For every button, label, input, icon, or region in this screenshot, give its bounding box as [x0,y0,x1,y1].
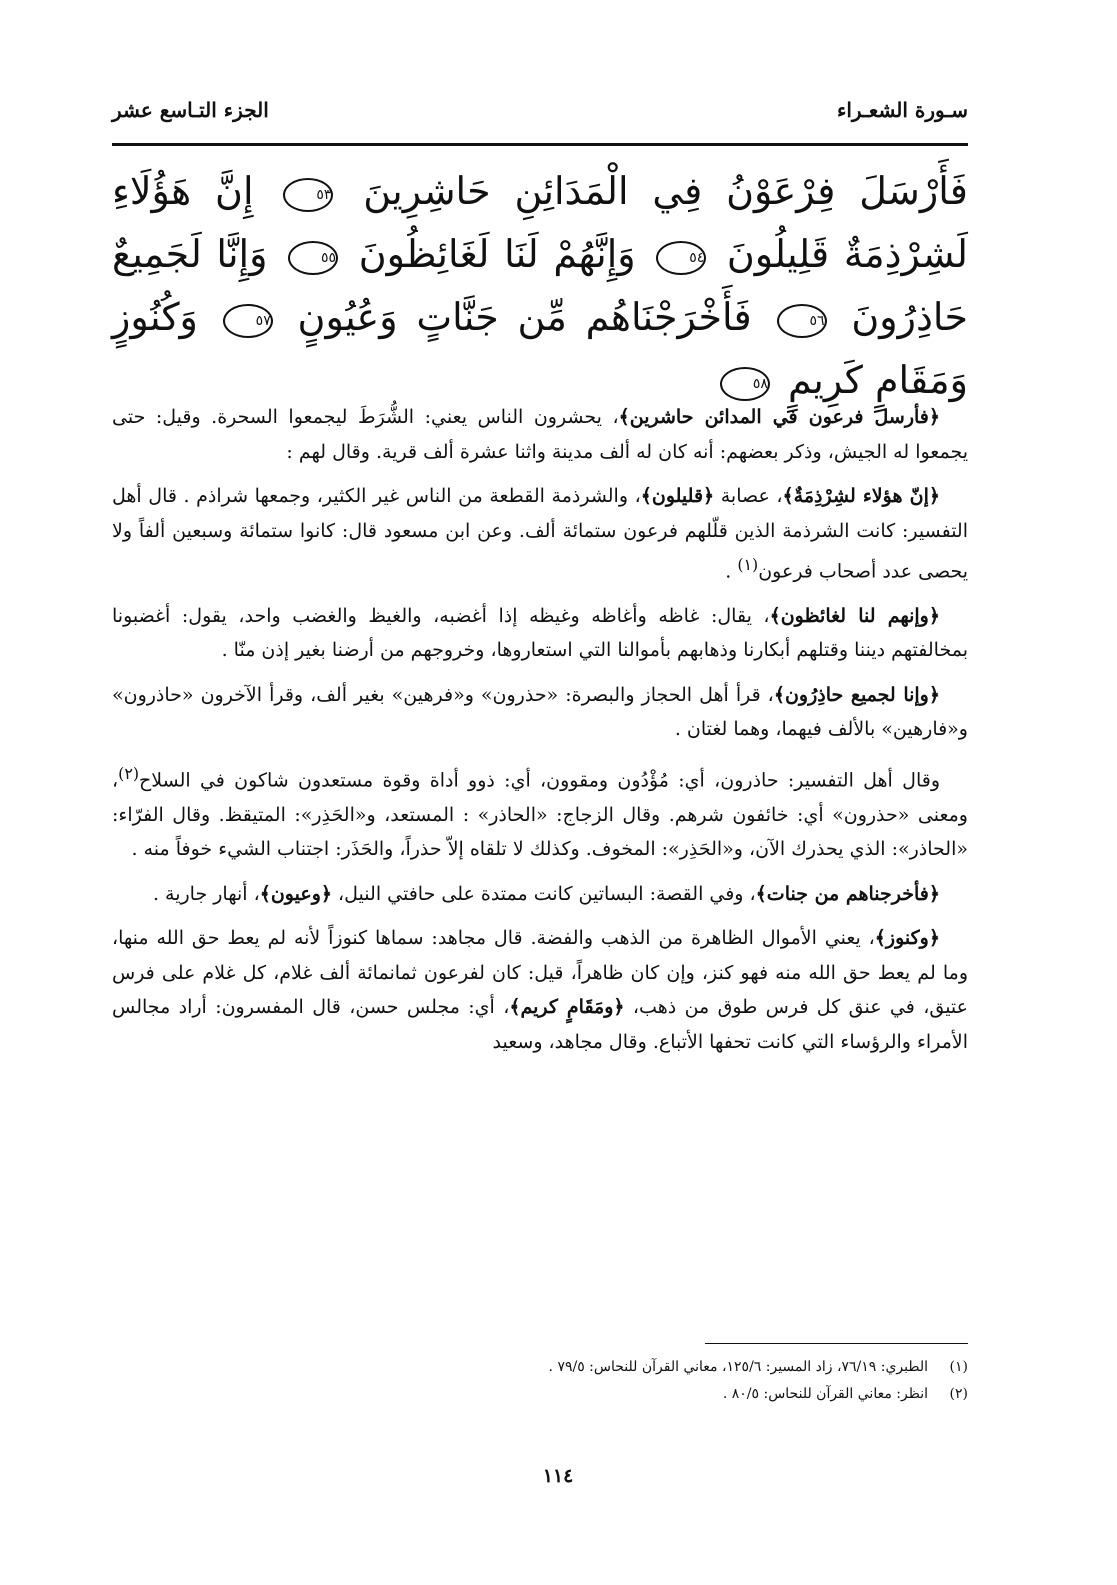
surah-title: سـورة الشعـراء [836,98,968,122]
paragraph-text: وقال أهل التفسير: حاذرون، أي: مُؤْدُون ومقوون، أي: ذوو أداة وقوة مستعدون شاكون في السلاح [139,769,940,792]
paragraph-text: ، يعني الأموال الظاهرة من الذهب والفضة. قال مجاهد: سماها كنوزاً لأنه لم يعط حق الله منها، وما لم يعط حق الله منه فهو كنز، وإن كان ظاهراً، قيل: كان لفرعون ثمانمائة ألف غلام، كل غلام على فرس عتيق، في عنق كل فرس طوق من ذهب، [112,927,968,1019]
quran-verses [112,160,968,412]
paragraph-text: ، والشرذمة القطعة من الناس غير الكثير، وجمعها شراذم . قال أهل التفسير: كانت الشرذمة الذين قلّلهم فرعون ستمائة ألف. وعن ابن مسعود قال: كانوا ستمائة وسبعين ألفاً ولا يحصى عدد أصحاب فرعون [112,485,968,583]
ayah-marker-icon: ٥٧ [223,304,273,338]
verse-text: فَأَرْسَلَ فِرْعَوْنُ فِي الْمَدَائِنِ حَاشِرِينَ [363,169,968,213]
verse-quote: ﴿وإنهم لنا لغائظون﴾ [769,604,940,627]
ayah-marker-icon: ٥٥ [288,241,338,275]
verse-quote: ﴿فأخرجناهم من جنات﴾ [755,882,940,905]
paragraph-text: ، عصابة [714,485,783,507]
commentary-body [112,400,968,1069]
footnote-text: انظر: معاني القرآن للنحاس: ٨٠/٥ . [722,1386,928,1402]
ayah-marker-icon: ٥٤ [656,241,706,275]
verse-quote: ﴿وعيون﴾ [259,882,332,905]
paragraph [112,678,968,747]
paragraph-text: ، يقال: غاظه وأغاظه وغيظه إذا أغضبه، والغيظ والغضب واحد، يقول: أغضبونا بمخالفتهم ديننا وقتلهم أبكارنا وذهابهم بأموالنا التي استعاروها، وخروجهم من أرضنا بغير إذن منّا . [112,604,968,662]
footnote-text: الطبري: ٧٦/١٩، زاد المسير: ١٢٥/٦، معاني القرآن للنحاس: ٧٩/٥ . [548,1359,928,1375]
verse-quote: ﴿وإنا لجميع حاذِرُون﴾ [773,683,940,706]
footnote-number: (٢) [949,1386,968,1402]
paragraph [112,479,968,589]
verse-text: وَإِنَّهُمْ لَنَا لَغَائِظُونَ [358,232,636,276]
verse-quote: ﴿ومَقَامٍ كريم﴾ [509,996,625,1019]
footnote-ref[interactable]: (٢) [118,763,140,783]
footnote-number: (١) [949,1359,968,1375]
footnote-rule [705,1343,968,1344]
paragraph-text: . [725,560,738,583]
paragraph [112,877,968,912]
verse-quote: ﴿وكنوز﴾ [874,927,940,950]
footnote-item [112,1381,968,1408]
paragraph [112,921,968,1059]
paragraph-text: ، قرأ أهل الحجاز والبصرة: «حذرون» و«فرهين» بغير ألف، وقرأ الآخرون «حاذرون» و«فارهين» بالألف فيهما، وهما لغتان . [112,683,968,741]
footnote-ref[interactable]: (١) [737,555,759,574]
ayah-marker-icon: ٥٦ [777,304,827,338]
paragraph [112,400,968,469]
paragraph-text: ، أي: مجلس حسن، قال المفسرون: أراد مجالس الأمراء والرؤساء التي كانت تحفها الأتباع. وقال مجاهد، وسعيد [112,996,968,1053]
header-rule [112,143,968,146]
footnotes [112,1354,968,1408]
paragraph-text: ، وفي القصة: البساتين كانت ممتدة على حافتي النيل، [332,882,756,905]
footnote-item [112,1354,968,1381]
juz-title: الجزء التـاسع عشر [112,98,269,122]
ayah-marker-icon: ٥٣ [283,178,333,212]
paragraph [112,599,968,668]
paragraph-text: ، أنهار جارية . [152,882,260,905]
paragraph-text: ، يحشرون الناس يعني: الشُّرَطَ ليجمعوا السحرة. وقيل: حتى يجمعوا له الجيش، وذكر بعضهم: أنه كان له ألف مدينة واثنا عشرة ألف قرية. وقال لهم : [112,406,968,463]
verse-quote: ﴿فأرسل فرعون في المدائن حاشرين﴾ [618,406,941,428]
verse-text: إِنَّ هَؤُلَاءِ لَشِرْذِمَةٌ قَلِيلُونَ [112,169,968,276]
verse-quote: ﴿إنّ هؤلاء لشِرْذِمَةٌ﴾ [782,485,940,507]
verse-quote: ﴿قليلون﴾ [640,485,715,507]
ayah-marker-icon: ٥٨ [720,367,770,401]
running-header [112,88,968,132]
verse-text: وَإِنَّا لَجَمِيعٌ حَاذِرُونَ [112,232,968,339]
page-number: ١١٤ [542,1465,574,1487]
verse-text: فَأَخْرَجْنَاهُم مِّن جَنَّاتٍ وَعُيُونٍ [297,295,752,339]
paragraph [112,757,968,867]
verse-text: وَكُنُوزٍ وَمَقَامٍ كَرِيمٍ [112,295,968,402]
paragraph-text: ، ومعنى «حذرون» أي: خائفون شرهم. وقال الزجاج: «الحاذر» : المستعد، و«الحَذِر»: المتيقظ. وقال الفرّاء: «الحاذر»: الذي يحذرك الآن، و«الحَذِر»: المخوف. وكذلك لا تلقاه إلاّ حذراً، والحَذَر: اجتناب الشيء خوفاً منه . [112,769,968,861]
